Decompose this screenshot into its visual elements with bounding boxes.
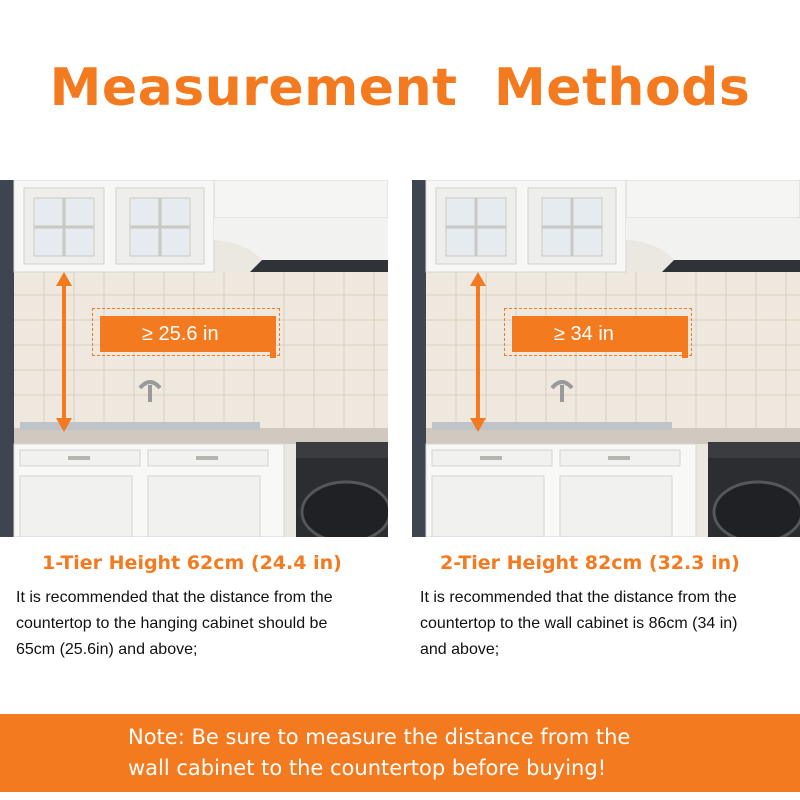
kitchen-photo-right <box>412 180 800 537</box>
right-heading: 2-Tier Height 82cm (32.3 in) <box>440 552 740 574</box>
measure-badge-right: ≥ 34 in <box>512 316 688 352</box>
left-description-line: 65cm (25.6in) and above; <box>16 641 198 658</box>
kitchen-illustration-left <box>0 180 388 537</box>
right-description-line: It is recommended that the distance from the <box>420 589 737 606</box>
left-description-line: countertop to the hanging cabinet should be <box>16 615 328 632</box>
left-description <box>16 585 396 663</box>
page-title: Measurement Methods <box>49 58 751 118</box>
note-banner <box>0 714 800 792</box>
right-description <box>420 585 798 663</box>
left-description-line: It is recommended that the distance from the <box>16 589 333 606</box>
left-heading: 1-Tier Height 62cm (24.4 in) <box>42 552 342 574</box>
kitchen-illustration-right <box>412 180 800 537</box>
right-description-line: countertop to the wall cabinet is 86cm (34 in) <box>420 615 738 632</box>
kitchen-photo-left <box>0 180 388 537</box>
badge-corner-marker <box>270 352 276 358</box>
measure-badge-left: ≥ 25.6 in <box>100 316 276 352</box>
badge-corner-marker <box>682 352 688 358</box>
note-line: wall cabinet to the countertop before buying! <box>128 756 607 780</box>
note-line: Note: Be sure to measure the distance from the <box>128 725 631 749</box>
right-description-line: and above; <box>420 641 500 658</box>
